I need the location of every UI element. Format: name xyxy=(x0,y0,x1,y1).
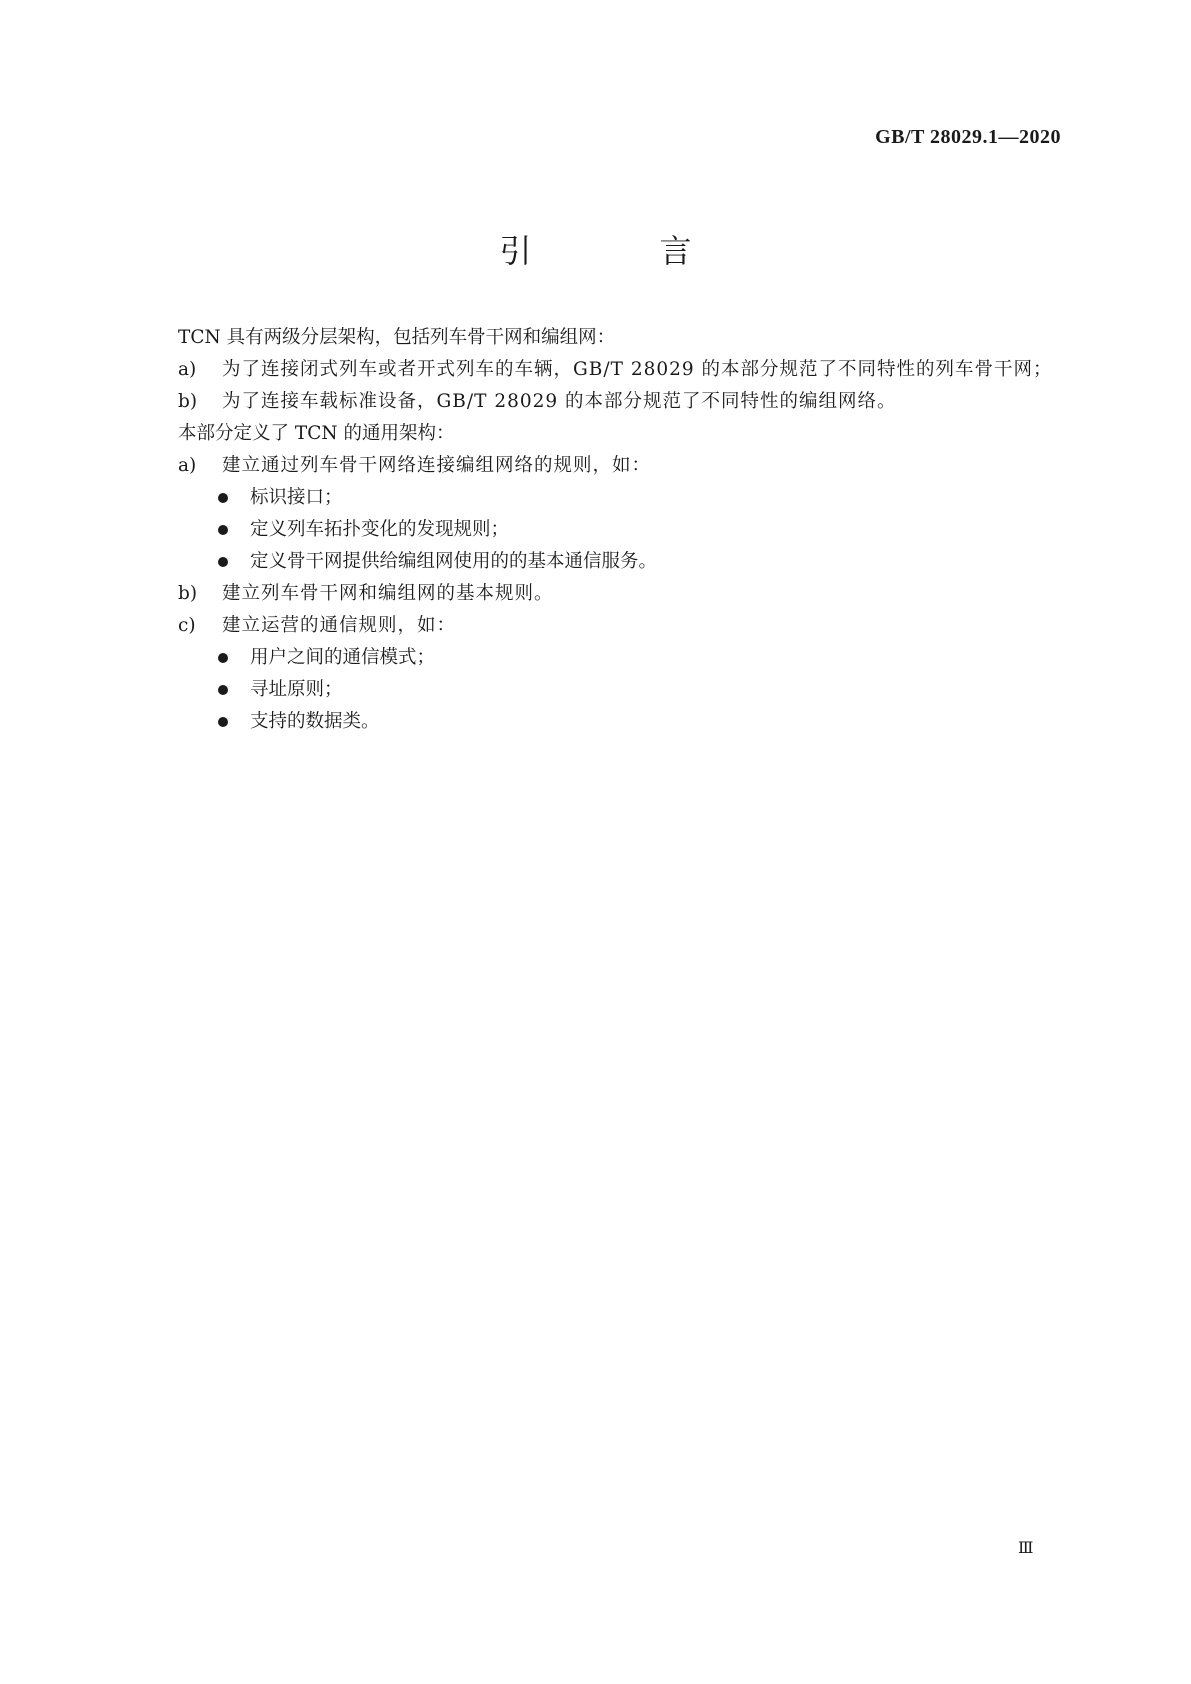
list-marker: a) xyxy=(178,455,197,476)
intro-paragraph: TCN 具有两级分层架构，包括列车骨干网和编组网： xyxy=(178,327,616,348)
bullet-text: 用户之间的通信模式； xyxy=(250,647,436,668)
bullet-text: 寻址原则； xyxy=(250,679,343,700)
bullet-dot-icon xyxy=(218,493,228,503)
list-item-b2 xyxy=(178,578,1058,610)
bullet-item xyxy=(178,546,1058,578)
definition-paragraph: 本部分定义了 TCN 的通用架构： xyxy=(178,423,455,444)
bullet-item xyxy=(178,642,1058,674)
list-item-c2 xyxy=(178,610,1058,642)
document-body xyxy=(178,322,1058,738)
list-item-text: 建立列车骨干网和编组网的基本规则。 xyxy=(222,583,554,604)
bullet-dot-icon xyxy=(218,653,228,663)
bullet-text: 支持的数据类。 xyxy=(250,711,380,732)
bullet-dot-icon xyxy=(218,685,228,695)
list-item-text: 建立通过列车骨干网络连接编组网络的规则，如： xyxy=(222,455,652,476)
bullet-dot-icon xyxy=(218,557,228,567)
bullet-dot-icon xyxy=(218,525,228,535)
standard-code: GB/T 28029.1—2020 xyxy=(875,126,1061,148)
list-item-a1 xyxy=(178,354,1058,386)
list-marker: c) xyxy=(178,615,196,636)
list-item-text: 为了连接车载标准设备，GB/T 28029 的本部分规范了不同特性的编组网络。 xyxy=(222,391,897,412)
bullet-dot-icon xyxy=(218,717,228,727)
bullet-item xyxy=(178,482,1058,514)
bullet-text: 标识接口； xyxy=(250,487,343,508)
bullet-text: 定义骨干网提供给编组网使用的的基本通信服务。 xyxy=(250,551,658,572)
list-marker: a) xyxy=(178,359,197,380)
list-marker: b) xyxy=(178,583,198,604)
bullet-item xyxy=(178,514,1058,546)
list-item-text: 建立运营的通信规则，如： xyxy=(222,615,457,636)
bullet-item xyxy=(178,674,1058,706)
list-item-a2 xyxy=(178,450,1058,482)
section-title: 引 言 xyxy=(499,232,740,270)
list-item-text: 为了连接闭式列车或者开式列车的车辆，GB/T 28029 的本部分规范了不同特性的列车骨干网； xyxy=(222,359,1053,380)
page-number: Ⅲ xyxy=(1018,1538,1034,1557)
bullet-item xyxy=(178,706,1058,738)
list-marker: b) xyxy=(178,391,198,412)
bullet-text: 定义列车拓扑变化的发现规则； xyxy=(250,519,510,540)
list-item-b1 xyxy=(178,386,1058,418)
